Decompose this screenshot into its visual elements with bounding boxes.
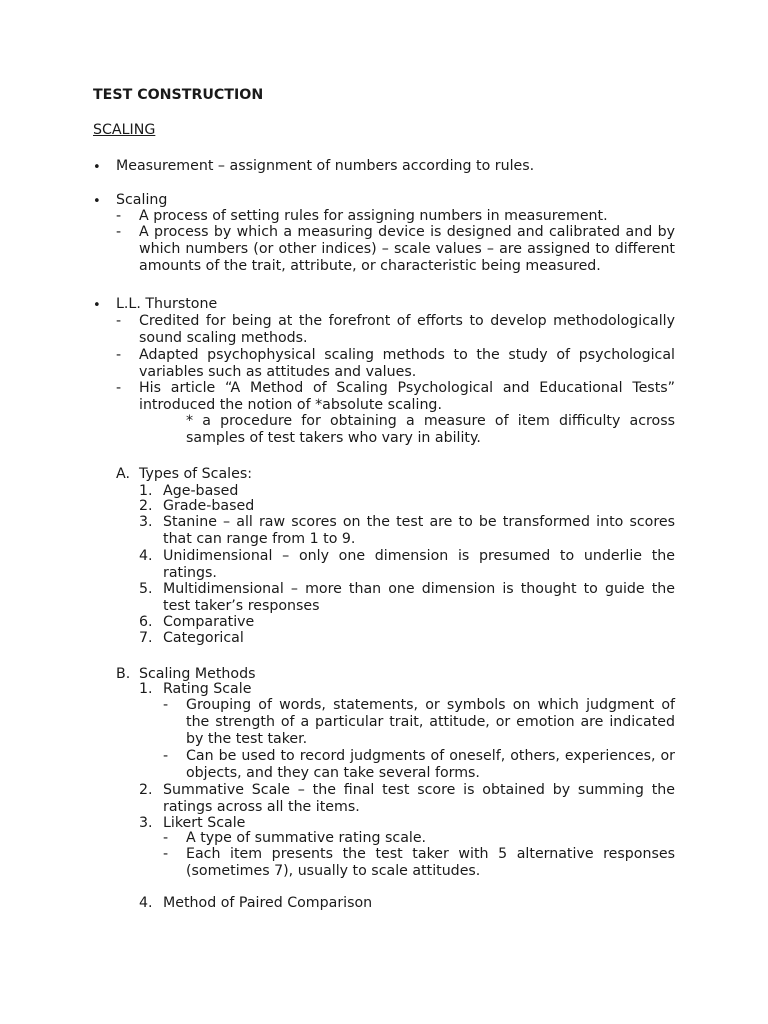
list-number: 7.	[139, 630, 153, 646]
dash-icon: -	[163, 748, 169, 764]
thurstone-item: Credited for being at the forefront of efforts to develop methodologically sound scaling methods.	[139, 313, 675, 346]
list-marker: A.	[116, 466, 130, 482]
thurstone-item: Adapted psychophysical scaling methods to the study of psychological variables such as attitudes and values.	[139, 347, 675, 380]
list-number: 5.	[139, 581, 153, 597]
dash-icon: -	[116, 347, 122, 363]
scale-type-item: Grade-based	[163, 498, 255, 514]
scaling-item: A process of setting rules for assigning numbers in measurement.	[139, 208, 608, 224]
list-number: 2.	[139, 498, 153, 514]
thurstone-label: L.L. Thurstone	[116, 296, 218, 312]
likert-scale-label: Likert Scale	[163, 815, 246, 831]
methods-heading: Scaling Methods	[139, 666, 256, 682]
list-number: 1.	[139, 483, 153, 499]
scale-type-item: Comparative	[163, 614, 255, 630]
list-number: 3.	[139, 514, 153, 530]
measurement-text: Measurement – assignment of numbers according to rules.	[116, 158, 535, 174]
section-heading: SCALING	[93, 122, 156, 138]
list-number: 6.	[139, 614, 153, 630]
absolute-scaling-note: * a procedure for obtaining a measure of item difficulty across samples of test takers who vary in ability.	[186, 413, 675, 446]
dash-icon: -	[116, 313, 122, 329]
list-number: 2.	[139, 782, 153, 798]
bullet-icon: •	[93, 160, 101, 175]
types-heading: Types of Scales:	[139, 466, 253, 482]
paired-comparison-label: Method of Paired Comparison	[163, 895, 373, 911]
dash-icon: -	[116, 224, 122, 240]
likert-scale-item: Each item presents the test taker with 5 alternative responses (sometimes 7), usually to scale attitudes.	[186, 846, 675, 879]
list-number: 3.	[139, 815, 153, 831]
document-title: TEST CONSTRUCTION	[93, 87, 264, 103]
scale-type-item: Multidimensional – more than one dimension is thought to guide the test taker’s responses	[163, 581, 675, 614]
dash-icon: -	[116, 208, 122, 224]
scale-type-item: Unidimensional – only one dimension is presumed to underlie the ratings.	[163, 548, 675, 581]
rating-scale-item: Can be used to record judgments of oneself, others, experiences, or objects, and they can take several forms.	[186, 748, 675, 781]
list-number: 1.	[139, 681, 153, 697]
list-marker: B.	[116, 666, 131, 682]
scale-type-item: Categorical	[163, 630, 244, 646]
summative-scale-text: Summative Scale – the final test score is obtained by summing the ratings across all the items.	[163, 782, 675, 815]
list-number: 4.	[139, 895, 153, 911]
dash-icon: -	[163, 846, 169, 862]
rating-scale-item: Grouping of words, statements, or symbols on which judgment of the strength of a particular trait, attitude, or emotion are indicated by the test taker.	[186, 697, 675, 747]
dash-icon: -	[116, 380, 122, 396]
rating-scale-label: Rating Scale	[163, 681, 252, 697]
bullet-icon: •	[93, 298, 101, 313]
dash-icon: -	[163, 830, 169, 846]
scaling-label: Scaling	[116, 192, 168, 208]
bullet-icon: •	[93, 194, 101, 209]
scale-type-item: Age-based	[163, 483, 239, 499]
list-number: 4.	[139, 548, 153, 564]
dash-icon: -	[163, 697, 169, 713]
likert-scale-item: A type of summative rating scale.	[186, 830, 427, 846]
scale-type-item: Stanine – all raw scores on the test are to be transformed into scores that can range from 1 to 9.	[163, 514, 675, 547]
scaling-item: A process by which a measuring device is designed and calibrated and by which numbers (or other indices) – scale values – are assigned to different amounts of the trait, attribute, or characteristic being measured.	[139, 224, 675, 274]
thurstone-item: His article “A Method of Scaling Psychological and Educational Tests” introduced the notion of *absolute scaling.	[139, 380, 675, 413]
